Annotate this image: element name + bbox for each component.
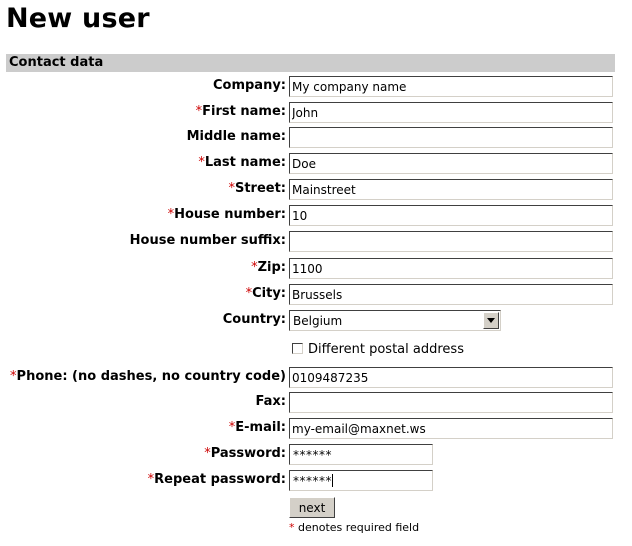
form-row-last-name — [0, 153, 632, 175]
password-input[interactable] — [289, 444, 433, 465]
last-name-label: *Last name: — [198, 155, 286, 170]
house-number-suffix-label: House number suffix: — [129, 233, 286, 248]
required-marker: * — [10, 369, 17, 384]
company-input[interactable] — [289, 76, 613, 97]
company-label: Company: — [212, 78, 286, 93]
required-marker: * — [147, 472, 155, 487]
form-row-repeat-password — [0, 470, 632, 492]
email-label: *E-mail: — [228, 420, 286, 435]
required-marker: * — [204, 446, 211, 461]
form-row-email — [0, 418, 632, 440]
fax-input[interactable] — [289, 392, 613, 413]
required-marker: * — [167, 207, 175, 222]
password-value: ****** — [293, 448, 332, 462]
last-name-input[interactable] — [289, 153, 613, 174]
section-header-contact-data: Contact data — [6, 54, 615, 72]
required-marker: * — [195, 104, 203, 119]
form-row-phone — [0, 367, 632, 389]
required-field-footnote — [289, 521, 419, 535]
house-number-suffix-input[interactable] — [289, 231, 613, 252]
house-number-label: *House number: — [167, 207, 286, 222]
street-input[interactable] — [289, 179, 613, 200]
repeat-password-value: ****** — [293, 474, 332, 488]
email-input[interactable] — [289, 418, 613, 439]
country-select-value: Belgium — [293, 314, 343, 328]
form-row-house-number — [0, 205, 632, 227]
password-label: *Password: — [204, 446, 286, 461]
form-row-city — [0, 284, 632, 306]
postal-address-checkbox[interactable] — [292, 343, 303, 354]
phone-input[interactable] — [289, 367, 613, 388]
form-row-password — [0, 444, 632, 466]
text-caret — [332, 474, 333, 487]
required-marker: * — [289, 521, 295, 534]
phone-label: *Phone: (no dashes, no country code) — [10, 369, 286, 384]
form-row-first-name — [0, 102, 632, 124]
required-marker: * — [251, 260, 258, 275]
required-marker: * — [228, 181, 235, 196]
page-title: New user — [6, 3, 150, 34]
house-number-input[interactable] — [289, 205, 613, 226]
postal-address-option[interactable] — [292, 342, 464, 360]
form-row-middle-name — [0, 127, 632, 149]
city-label: *City: — [245, 286, 286, 301]
country-label: Country: — [222, 312, 286, 327]
zip-input[interactable] — [289, 258, 613, 279]
required-marker: * — [228, 420, 236, 435]
country-select[interactable] — [289, 310, 501, 331]
required-marker: * — [198, 155, 205, 170]
city-input[interactable] — [289, 284, 613, 305]
zip-label: *Zip: — [251, 260, 286, 275]
street-label: *Street: — [228, 181, 286, 196]
next-button[interactable]: next — [289, 497, 335, 518]
form-row-house-number-suffix — [0, 231, 632, 253]
form-row-country — [0, 310, 632, 332]
first-name-label: *First name: — [195, 104, 286, 119]
fax-label: Fax: — [255, 394, 286, 409]
postal-address-label: Different postal address — [308, 342, 464, 357]
middle-name-input[interactable] — [289, 127, 613, 148]
first-name-input[interactable] — [289, 102, 613, 123]
repeat-password-input[interactable] — [289, 470, 433, 491]
required-marker: * — [245, 286, 253, 301]
chevron-down-icon[interactable] — [483, 312, 499, 329]
form-row-fax — [0, 392, 632, 414]
middle-name-label: Middle name: — [186, 129, 286, 144]
form-row-company — [0, 76, 632, 98]
form-row-zip — [0, 258, 632, 280]
form-row-street — [0, 179, 632, 201]
repeat-password-label: *Repeat password: — [147, 472, 286, 487]
footnote-text: denotes required field — [298, 521, 420, 534]
